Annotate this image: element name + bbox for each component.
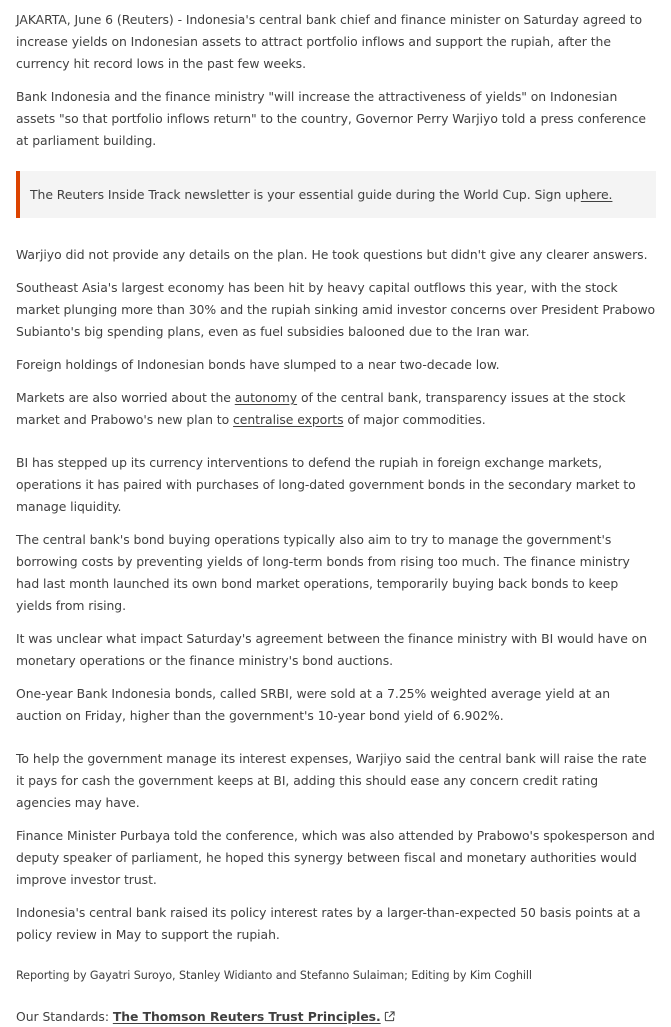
paragraph-dateline: JAKARTA, June 6 (Reuters) - Indonesia's central bank chief and finance minister on Saturday agreed to increase yields on Indonesian assets to attract portfolio inflows and support the rupiah, after the currency hit record lows in the past few weeks.	[16, 12, 643, 71]
standards-line	[16, 1007, 656, 1027]
paragraph-6-text-a: Markets are also worried about the	[16, 390, 235, 405]
standards-label: Our Standards:	[16, 1009, 113, 1024]
paragraph-4: Southeast Asia's largest economy has been hit by heavy capital outflows this year, with the stock market plunging more than 30% and the rupiah sinking amid investor concerns over President Prabowo Subianto's big spending plans, even as fuel subsidies balooned due to the Iran war.	[16, 280, 656, 339]
paragraph-9: It was unclear what impact Saturday's agreement between the finance ministry with BI would have on monetary operations or the finance ministry's bond auctions.	[16, 631, 648, 668]
byline: Reporting by Gayatri Suroyo, Stanley Widianto and Stefanno Sulaiman; Editing by Kim Coghill	[16, 969, 532, 982]
paragraph-13: Indonesia's central bank raised its policy interest rates by a larger-than-expected 50 basis points at a policy review in May to support the rupiah.	[16, 905, 641, 942]
paragraph-7: BI has stepped up its currency interventions to defend the rupiah in foreign exchange markets, operations it has paired with purchases of long-dated government bonds in the secondary market to manage liquidity.	[16, 455, 636, 514]
centralise-exports-link[interactable]: centralise exports	[233, 412, 344, 427]
callout-text: The Reuters Inside Track newsletter is your essential guide during the World Cup. Sign up	[30, 187, 581, 202]
paragraph-10: One-year Bank Indonesia bonds, called SRBI, were sold at a 7.25% weighted average yield at an auction on Friday, higher than the government's 10-year bond yield of 6.902%.	[16, 686, 611, 723]
paragraph-12: Finance Minister Purbaya told the conference, which was also attended by Prabowo's spokesperson and deputy speaker of parliament, he hoped this synergy between fiscal and monetary authorities would improve investor trust.	[16, 828, 655, 887]
article-body	[16, 9, 656, 1027]
paragraph-6-text-c: of major commodities.	[343, 412, 486, 427]
external-link-icon[interactable]	[384, 1011, 395, 1022]
paragraph-3: Warjiyo did not provide any details on the plan. He took questions but didn't give any clearer answers.	[16, 247, 648, 262]
paragraph-8: The central bank's bond buying operations typically also aim to try to manage the government's borrowing costs by preventing yields of long-term bonds from rising too much. The finance ministry had last month launched its own bond market operations, temporarily buying back bonds to keep yields from rising.	[16, 532, 630, 613]
autonomy-link[interactable]: autonomy	[234, 390, 298, 405]
paragraph-6-text-b: of the central bank, transparency issues at the stock market and Prabowo's new plan to	[16, 390, 626, 427]
paragraph-5: Foreign holdings of Indonesian bonds have slumped to a near two-decade low.	[16, 357, 500, 372]
paragraph-11: To help the government manage its interest expenses, Warjiyo said the central bank will raise the rate it pays for cash the government keeps at BI, adding this should ease any concern credit rating agencies may have.	[16, 751, 647, 810]
newsletter-signup-link[interactable]: here.	[580, 187, 613, 202]
trust-principles-link[interactable]: The Thomson Reuters Trust Principles.	[112, 1009, 381, 1024]
paragraph-6	[16, 387, 656, 431]
newsletter-callout	[16, 171, 656, 218]
paragraph-2: Bank Indonesia and the finance ministry "will increase the attractiveness of yields" on Indonesian assets "so that portfolio inflows return" to the country, Governor Perry Warjiyo told a press conference at parliament building.	[16, 89, 646, 148]
